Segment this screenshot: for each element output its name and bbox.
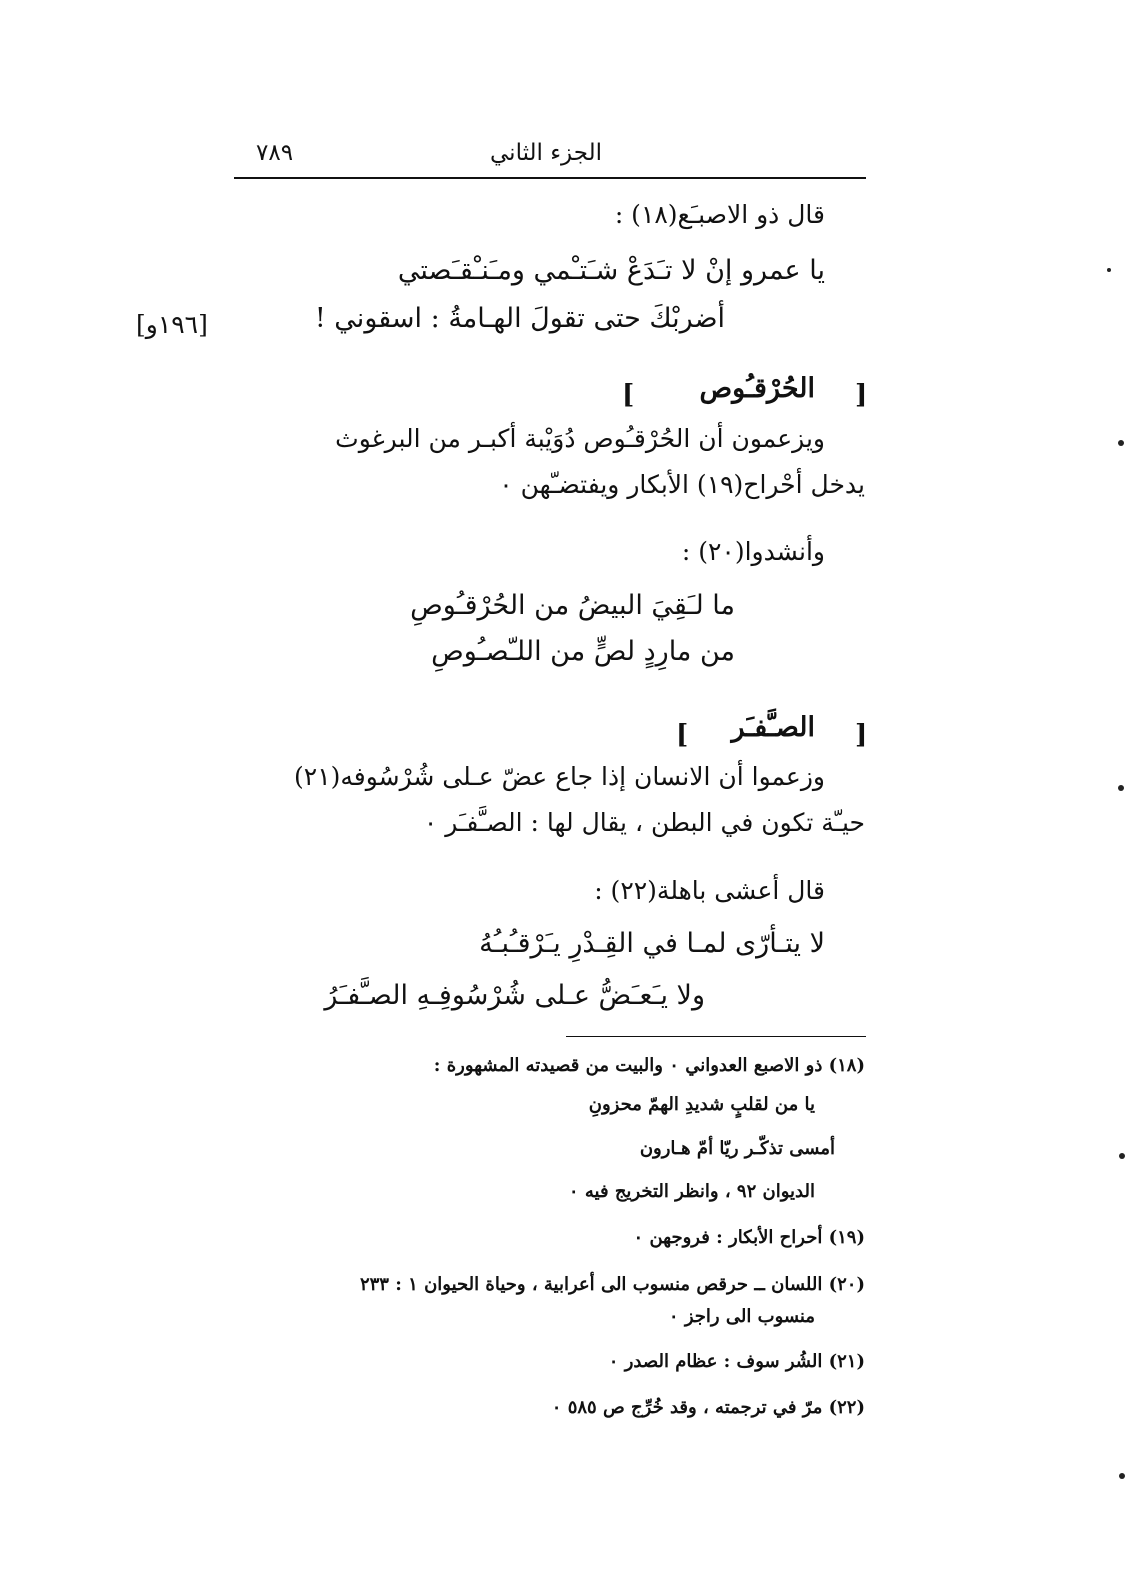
- section3-heading: الصـَّفـَر: [731, 712, 815, 743]
- folio-marker: [١٩٦و]: [136, 310, 208, 339]
- footnote-21: (٢١) الشُر سوف : عظام الصدر ٠: [608, 1351, 865, 1372]
- scan-speck: [1118, 440, 1124, 446]
- footnote-20-line-1: (٢٠) اللسان ــ حرقص منسوب الى أعرابية ، وحياة الحيوان ١ : ٢٣٣: [359, 1274, 865, 1295]
- footnote-rule: [566, 1036, 866, 1037]
- section3-intro: قال أعشى باهلة(٢٢) :: [594, 876, 825, 905]
- scan-speck: [1107, 268, 1111, 272]
- scan-speck: [1118, 785, 1124, 791]
- section3-bracket-close: ]: [676, 720, 689, 750]
- footnote-18-verse-2: أمسى تذكّـر ريّا أمّ هـارون: [639, 1138, 835, 1159]
- section2-bracket-close: ]: [622, 380, 635, 410]
- section2-intro: وأنشدوا(٢٠) :: [681, 537, 825, 566]
- section2-verse-2: من مارِدٍ لصٍّ من اللـّصـُوصِ: [431, 636, 735, 667]
- section1-verse-2: أضربْكَ حتى تقولَ الهـامةُ : اسقوني !: [314, 303, 725, 334]
- section2-verse-1: ما لـَقِيَ البيضُ من الحُرْقـُوصِ: [410, 590, 735, 621]
- section2-paragraph-line-1: ويزعمون أن الحُرْقـُوص دُوَيْبة أكبـر من البرغوث: [335, 424, 825, 453]
- section2-heading: الحُرْقـُوص: [699, 373, 815, 404]
- footnote-18-verse-1: يا من لقلبٍ شديدِ الهمّ محزونِ: [588, 1094, 815, 1115]
- section3-bracket-open: [: [855, 720, 868, 750]
- section1-intro: قال ذو الاصبـَع(١٨) :: [614, 200, 825, 229]
- scan-speck: [1119, 1473, 1125, 1479]
- running-title: الجزء الثاني: [490, 140, 602, 166]
- footnote-20-line-2: منسوب الى راجز ٠: [668, 1306, 815, 1327]
- section2-bracket-open: [: [855, 380, 868, 410]
- footnote-18-line-1: (١٨) ذو الاصبع العدواني ٠ والبيت من قصيدته المشهورة :: [433, 1055, 865, 1076]
- section3-verse-1: لا يتـأرّى لمـا في القِـدْرِ يـَرْقـُبـُهُ: [479, 928, 825, 959]
- section2-paragraph-line-2: يدخل أحْراح(١٩) الأبكار ويفتضـّهن ٠: [499, 470, 865, 499]
- page-number: ٧٨٩: [256, 140, 294, 166]
- footnote-22: (٢٢) مرّ في ترجمته ، وقد خُرِّج ص ٥٨٥ ٠: [551, 1397, 865, 1418]
- section3-paragraph-line-1: وزعموا أن الانسان إذا جاع عضّ عـلى شُرْسُوفه(٢١): [294, 762, 825, 791]
- footnote-19: (١٩) أحراح الأبكار : فروجهن ٠: [633, 1227, 865, 1248]
- section3-paragraph-line-2: حيـّة تكون في البطن ، يقال لها : الصـَّفـَر ٠: [423, 808, 865, 837]
- header-rule: [234, 177, 866, 179]
- footnote-18-line-4: الديوان ٩٢ ، وانظر التخريج فيه ٠: [568, 1181, 815, 1202]
- section3-verse-2: ولا يـَعـَضُّ عـلى شُرْسُوفِـهِ الصـَّفـَرُ: [324, 980, 705, 1011]
- section1-verse-1: يا عمرو إنْ لا تـَدَعْ شـَتـْمي ومـَنـْقـَصتي: [397, 255, 825, 286]
- scan-speck: [1119, 1153, 1125, 1159]
